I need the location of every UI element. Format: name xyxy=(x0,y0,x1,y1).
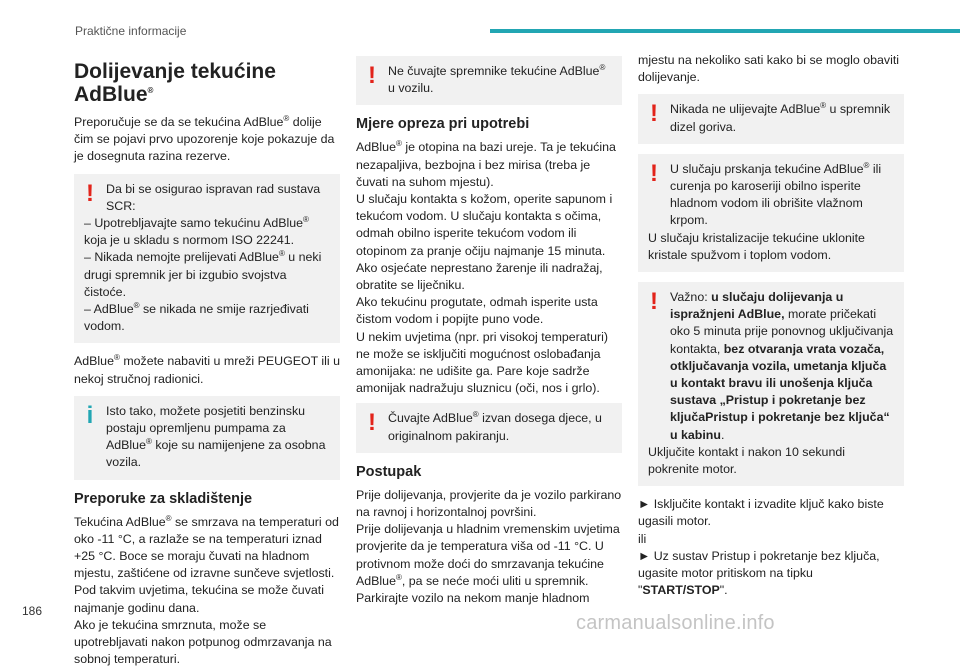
intro-paragraph: Preporučuje se da se tekućina AdBlue® dolije čim se pojavi prvo upozorenje koje pokazuje da je dosegnuta razina rezerve. xyxy=(74,113,335,164)
column-1 xyxy=(74,56,340,668)
watermark: carmanualsonline.info xyxy=(576,612,775,634)
steps-paragraph: ► Isključite kontakt i izvadite ključ kako biste ugasili motor. ili ► Uz sustav Pristup i pokretanje bez ključa, ugasite motor pritiskom na tipku "START/STOP". xyxy=(638,497,884,598)
warning-box-important: ! Važno: u slučaju dolijevanja u ispražnjeni AdBlue, morate pričekati oko 5 minuta prije ponovnog uključivanja kontakta, bez otvaranja vrata vozača, otključavanja vozila, umetanja ključa u kontakt bravu ili unošenja ključa sustava „Pristup i pokretanje bez ključaPristup i pokretanje bez ključa“ u kabinu. Uključite kontakt i nakon 10 sekundi pokrenite motor. xyxy=(638,282,904,486)
warning-icon: ! xyxy=(650,288,658,316)
heading-storage: Preporuke za skladištenje xyxy=(74,490,253,507)
header-accent-bar xyxy=(490,29,960,33)
safety-paragraph: AdBlue® je otopina na bazi ureje. Ta je tekućina nezapaljiva, bezbojna i bez mirisa (treba je čuvati na suhom mjestu). U slučaju kontakta s kožom, operite sapunom i tekućom vodom. U slučaju kontakta s očima, odmah obilno isperite tekućom vodom ili otopinom za pranje očiju najmanje 15 minuta. Ako osjećate neprestano žarenje ili nadražaj, obratite se liječniku. Ako tekućinu progutate, odmah isperite usta čistom vodom i popijte puno vode. U nekim uvjetima (npr. pri visokoj temperaturi) ne može se isključiti mogućnost oslobađanja amonijaka: ne udišite ga. Pare koje sadrže amonijak nadražuju sluznicu (oči, nos i grlo). xyxy=(356,139,616,396)
column-3 xyxy=(638,52,904,607)
warning-box-diesel: ! Nikada ne ulijevajte AdBlue® u spremnik dizel goriva. xyxy=(638,94,904,143)
warning-icon: ! xyxy=(368,62,376,89)
warning-icon: ! xyxy=(650,100,658,128)
storage-paragraph: Tekućina AdBlue® se smrzava na temperaturi od oko -11 °C, a razlaže se na temperaturi iznad +25 °C. Boce se moraju čuvati na hladnom mjestu, zaštićene od izravne sunčeve svjetlosti. Pod takvim uvjetima, tekućina se može čuvati najmanje godinu dana. Ako je tekućina smrznuta, može se upotrebljavati nakon potpunog odmrzavanja na sobnoj temperaturi. xyxy=(74,513,339,667)
warning-icon: ! xyxy=(650,159,658,187)
heading-procedure: Postupak xyxy=(356,463,422,480)
procedure-paragraph: Prije dolijevanja, provjerite da je vozilo parkirano na ravnoj i horizontalnoj površini. Prije dolijevanja u hladnim vremenskim uvjetima provjerite da je temperatura viša od -11 °C. U protivnom može doći do smrzavanja tekućine AdBlue®, pa se neće moći uliti u spremnik. Parkirajte vozilo na nekom manje hladnom xyxy=(356,487,622,606)
info-box-station: i Isto tako, možete posjetiti benzinsku postaju opremljenu pumpama za AdBlue® koje su namijenjene za osobna vozila. xyxy=(74,396,340,480)
warning-box-storage-vehicle: ! Ne čuvajte spremnike tekućine AdBlue® u vozilu. xyxy=(356,56,622,105)
continuation-paragraph: mjestu na nekoliko sati kako bi se moglo obaviti dolijevanje. xyxy=(638,53,900,85)
warning-icon: ! xyxy=(368,409,376,437)
heading-safety: Mjere opreza pri upotrebi xyxy=(356,116,530,133)
info-icon: i xyxy=(86,401,94,429)
warning-box-scr: ! Da bi se osigurao ispravan rad sustava SCR: – Upotrebljavajte samo tekućinu AdBlue® koja je u skladu s normom ISO 22241. – Nikada nemojte prelijevati AdBlue® u neki drugi spremnik jer bi izgubio svojstva čistoće. – AdBlue® se nikada ne smije razrjeđivati vodom. xyxy=(74,174,340,344)
column-2 xyxy=(356,56,622,615)
supply-paragraph: AdBlue® možete nabaviti u mreži PEUGEOT ili u nekoj stručnoj radionici. xyxy=(74,353,341,386)
section-title: Praktične informacije xyxy=(75,24,187,38)
page-number: 186 xyxy=(22,604,43,618)
warning-box-children: ! Čuvajte AdBlue® izvan dosega djece, u originalnom pakiranju. xyxy=(356,403,622,452)
page-title: Dolijevanje tekućine AdBlue® xyxy=(74,60,276,106)
warning-icon: ! xyxy=(86,179,94,207)
warning-box-spill: ! U slučaju prskanja tekućine AdBlue® ili curenja po karoseriji obilno isperite hladnom vodom ili obrišite vlažnom krpom. U slučaju kristalizacije tekućine uklonite kristale spužvom i toplom vodom. xyxy=(638,154,904,272)
